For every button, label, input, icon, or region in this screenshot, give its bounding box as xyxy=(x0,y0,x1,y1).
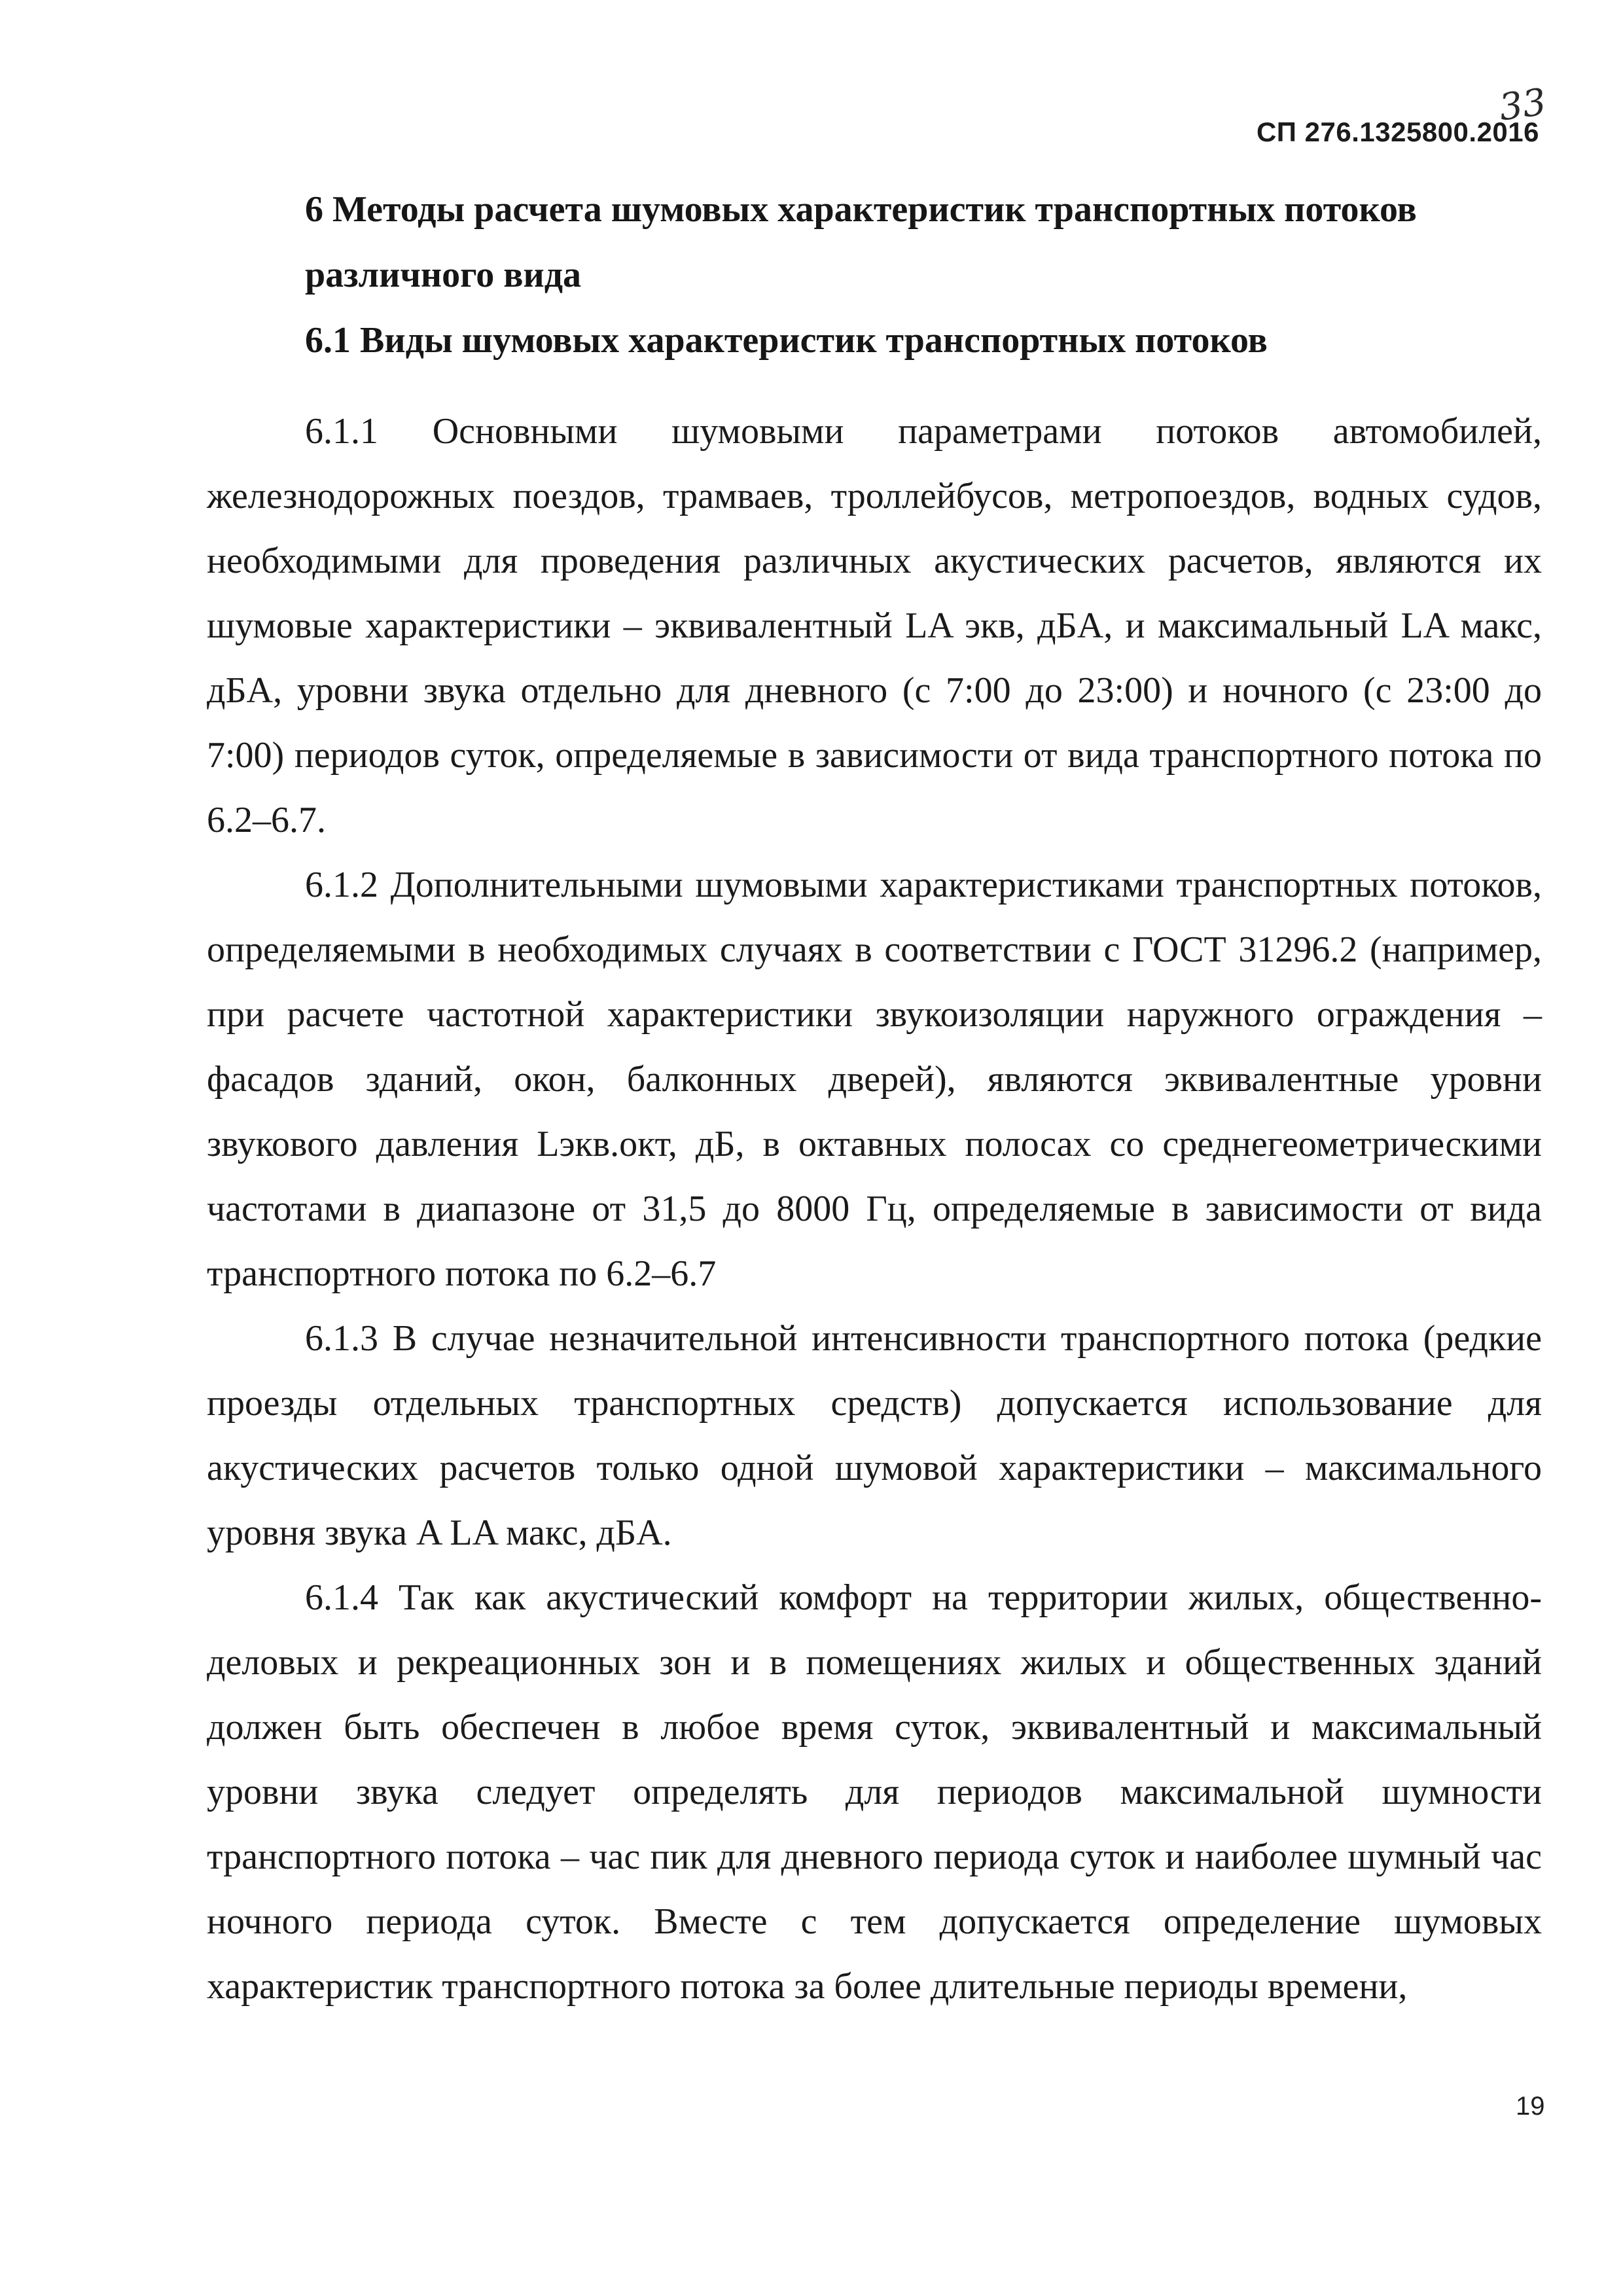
paragraph-6-1-3: 6.1.3 В случае незначительной интенсивности транспортного потока (редкие проезды отдельных транспортных средств) допускается использование для акустических расчетов только одной шумовой характеристики – максимального уровня звука A LA макс, дБA. xyxy=(207,1318,1542,1553)
document-code: СП 276.1325800.2016 xyxy=(1256,117,1539,147)
section-title-line1: 6 Методы расчета шумовых характеристик транспортных потоков xyxy=(305,189,1417,230)
main-content xyxy=(207,177,1542,2019)
handwritten-page-mark: 33 xyxy=(1496,81,1549,130)
subsection-title: 6.1 Виды шумовых характеристик транспортных потоков xyxy=(305,320,1268,361)
paragraph-6-1-2: 6.1.2 Дополнительными шумовыми характеристиками транспортных потоков, определяемыми в необходимых случаях в соответствии с ГОСТ 31296.2 (например, при расчете частотной характеристики звукоизоляции наружного ограждения – фасадов зданий, окон, балконных дверей), являются эквивалентные уровни звукового давления Lэкв.окт, дБ, в октавных полосах со среднегеометрическими частотами в диапазоне от 31,5 до 8000 Гц, определяемые в зависимости от вида транспортного потока по 6.2–6.7 xyxy=(207,865,1542,1294)
section-title-line2: различного вида xyxy=(305,255,582,295)
paragraph-6-1-4: 6.1.4 Так как акустический комфорт на территории жилых, общественно-деловых и рекреационных зон и в помещениях жилых и общественных зданий должен быть обеспечен в любое время суток, эквивалентный и максимальный уровни звука следует определять для периодов максимальной шумности транспортного потока – час пик для дневного периода суток и наиболее шумный час ночного периода суток. Вместе с тем допускается определение шумовых характеристик транспортного потока за более длительные периоды времени, xyxy=(207,1577,1542,2007)
paragraph-6-1-1: 6.1.1 Основными шумовыми параметрами потоков автомобилей, железнодорожных поездов, трамваев, троллейбусов, метропоездов, водных судов, необходимыми для проведения различных акустических расчетов, являются их шумовые характеристики – эквивалентный LA экв, дБA, и максимальный LA макс, дБA, уровни звука отдельно для дневного (с 7:00 до 23:00) и ночного (с 23:00 до 7:00) периодов суток, определяемые в зависимости от вида транспортного потока по 6.2–6.7. xyxy=(207,411,1542,840)
section-title xyxy=(305,177,1542,308)
page-number: 19 xyxy=(1516,2092,1545,2121)
